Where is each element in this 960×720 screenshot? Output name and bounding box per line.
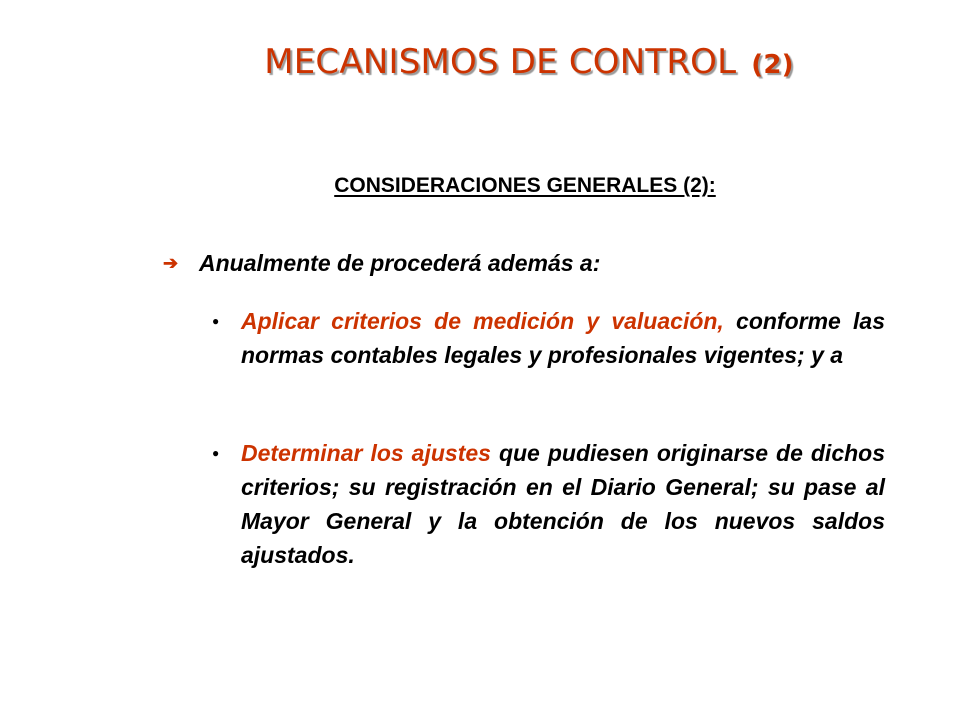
bullet-rest: conforme las normas contables legales y profesionales vigentes; y a bbox=[241, 308, 885, 368]
bullet-text bbox=[241, 436, 885, 572]
right-arrow-icon: ➔ bbox=[163, 253, 179, 273]
lead-text: Anualmente de procederá además a: bbox=[199, 250, 601, 276]
lead-statement bbox=[163, 250, 600, 277]
bullet-text bbox=[241, 304, 885, 372]
bullet-item bbox=[212, 304, 885, 372]
bullet-highlight: Determinar los ajustes bbox=[241, 440, 491, 466]
bullet-dot-icon: ● bbox=[212, 314, 220, 328]
title-suffix: (2) bbox=[751, 50, 794, 80]
slide-title bbox=[0, 42, 960, 82]
title-main: MECANISMOS DE CONTROL bbox=[264, 42, 737, 82]
bullet-highlight: Aplicar criterios de medición y valuación, bbox=[241, 308, 724, 334]
section-subtitle: CONSIDERACIONES GENERALES (2): bbox=[334, 174, 716, 197]
bullet-dot-icon: ● bbox=[212, 446, 220, 460]
bullet-item bbox=[212, 436, 885, 572]
bullet-rest: que pudiesen originarse de dichos criterios; su registración en el Diario General; su pase al Mayor General y la obtención de los nuevos saldos ajustados. bbox=[241, 440, 886, 568]
